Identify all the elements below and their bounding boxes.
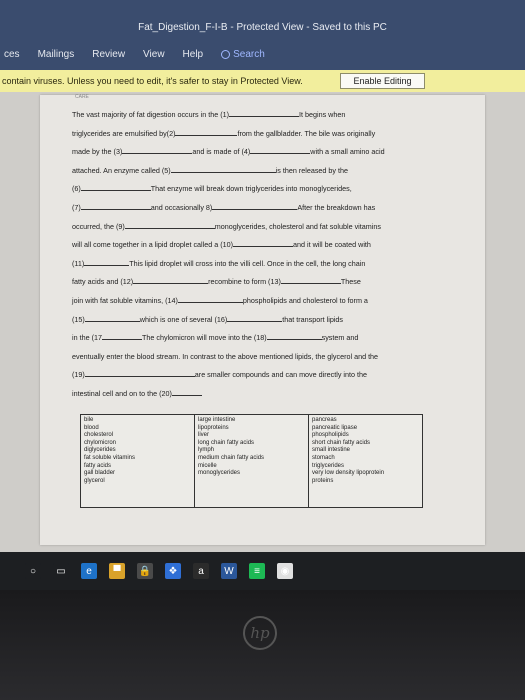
paragraph-line [72, 366, 432, 385]
answer-blank [85, 314, 140, 322]
word-bank-term: fat soluble vitamins [84, 454, 136, 461]
answer-blank [175, 128, 237, 136]
word-bank-term: bile [84, 417, 94, 423]
paragraph-text: and it will be coated with [293, 240, 371, 250]
paragraph-line [72, 236, 432, 255]
word-bank-column [309, 415, 422, 507]
word-bank-term: chylomicron [84, 439, 117, 446]
answer-blank [122, 146, 192, 154]
paragraph-text: (15) [72, 314, 85, 324]
paragraph-text: system and [321, 333, 359, 343]
paragraph-text: (11) [72, 258, 85, 268]
window-titlebar [0, 0, 525, 38]
paragraph-text: from the gallbladder. The bile was originally [237, 128, 376, 138]
paragraph-text: The chylomicron will move into the (18) [141, 333, 267, 343]
word-bank-term: small intestine [312, 447, 351, 454]
word-bank-term: triglycerides [312, 462, 345, 469]
word-bank-term: monoglycerides [198, 470, 241, 477]
tab-help[interactable]: Help [182, 48, 204, 60]
paragraph-text: These [340, 277, 361, 287]
word-bank-term: lipoproteins [198, 424, 229, 431]
paragraph-text: (6) [72, 184, 81, 194]
paragraph-text: made by the (3) [72, 147, 123, 157]
search-label: Search [233, 48, 265, 60]
paragraph-text: and is made of (4) [192, 147, 251, 157]
answer-blank [133, 276, 208, 284]
word-bank-term: large intestine [198, 417, 236, 423]
paragraph-line [72, 292, 432, 311]
answer-blank [178, 295, 243, 303]
paragraph-text: intestinal cell and on to the (20) [72, 388, 172, 398]
answer-blank [125, 221, 215, 229]
word-bank-term: lymph [198, 447, 215, 454]
paragraph-text: (19) [72, 370, 85, 380]
cortana-icon[interactable]: ○ [25, 563, 41, 579]
ribbon-tabs [0, 38, 525, 70]
paragraph-line [72, 180, 432, 199]
paragraph-text: is then released by the [275, 165, 349, 175]
answer-blank [81, 202, 151, 210]
word-bank-term: cholesterol [84, 432, 114, 439]
paragraph-text: The vast majority of fat digestion occurs in the (1) [72, 110, 229, 119]
paragraph-text: (7) [72, 202, 81, 212]
paragraph-text: It begins when [299, 110, 346, 119]
paragraph-text: and occasionally 8) [150, 202, 213, 212]
taskbar [0, 552, 525, 590]
paragraph-text: After the breakdown has [297, 202, 376, 212]
torn-header-text: CARE [75, 94, 89, 100]
answer-blank [233, 239, 293, 247]
word-bank-table [80, 414, 423, 508]
word-bank-term: very low density lipoprotein [312, 470, 385, 477]
chrome-icon[interactable]: ◉ [277, 563, 293, 579]
ribbon-search[interactable] [221, 49, 265, 60]
protected-view-message: contain viruses. Unless you need to edit, it's safer to stay in Protected View. [2, 76, 303, 86]
store-icon[interactable]: 🔒 [137, 563, 153, 579]
word-bank-term: pancreatic lipase [312, 424, 358, 431]
answer-blank [84, 258, 129, 266]
edge-icon[interactable]: e [81, 563, 97, 579]
answer-blank [212, 202, 297, 210]
paragraph-line [72, 348, 432, 367]
answer-blank [229, 109, 299, 117]
word-bank-term: long chain fatty acids [198, 439, 255, 446]
paragraph-text: join with fat soluble vitamins, (14) [72, 295, 178, 305]
word-bank-term: liver [198, 432, 210, 439]
paragraph-text: This lipid droplet will cross into the villi cell. Once in the cell, the long chain [129, 258, 366, 268]
paragraph-line [72, 162, 432, 181]
enable-editing-button[interactable]: Enable Editing [340, 73, 425, 89]
paragraph-text: phospholipids and cholesterol to form a [242, 295, 368, 305]
word-bank-term: pancreas [312, 417, 337, 423]
answer-blank [81, 183, 151, 191]
answer-blank [85, 369, 195, 377]
answer-blank [102, 332, 142, 340]
amazon-icon[interactable]: a [193, 563, 209, 579]
word-bank-term: phospholipids [312, 432, 349, 439]
paragraph-text: are smaller compounds and can move directly into the [194, 370, 367, 380]
word-bank-term: proteins [312, 477, 334, 484]
tab-view[interactable]: View [143, 48, 165, 60]
answer-blank [171, 165, 276, 173]
protected-view-bar [0, 70, 525, 92]
word-bank-term: glycerol [84, 477, 105, 484]
word-bank-column [195, 415, 309, 507]
paragraph-line [72, 199, 432, 218]
word-icon[interactable]: W [221, 563, 237, 579]
fill-in-blank-paragraph [72, 106, 432, 404]
paragraph-line [72, 329, 432, 348]
paragraph-line [72, 125, 432, 144]
answer-blank [267, 332, 322, 340]
word-bank-term: micelle [198, 462, 217, 469]
paragraph-line [72, 218, 432, 237]
paragraph-line [72, 143, 432, 162]
file-explorer-icon[interactable]: ▀ [109, 563, 125, 579]
paragraph-text: fatty acids and (12) [72, 277, 134, 287]
spotify-icon[interactable]: ≡ [249, 563, 265, 579]
lightbulb-search-icon [221, 50, 230, 59]
paragraph-text: occurred, the (9) [72, 221, 125, 231]
paragraph-text: which is one of several (16) [139, 314, 228, 324]
paragraph-text: monoglycerides, cholesterol and fat soluble vitamins [214, 221, 381, 231]
paragraph-line [72, 311, 432, 330]
dropbox-icon[interactable]: ❖ [165, 563, 181, 579]
tab-references-partial[interactable]: ces [4, 48, 20, 60]
paragraph-text: That enzyme will break down triglycerides into monoglycerides, [150, 184, 352, 194]
paragraph-text: eventually enter the blood stream. In contrast to the above mentioned lipids, the glycerol and the [72, 351, 379, 361]
paragraph-text: in the (17 [72, 333, 102, 343]
paragraph-line [72, 255, 432, 274]
paragraph-text: with a small amino acid [310, 147, 385, 157]
word-bank-term: blood [84, 424, 99, 431]
paragraph-text: will all come together in a lipid droplet called a (10) [72, 240, 234, 250]
word-bank-term: short chain fatty acids [312, 439, 371, 446]
word-bank-term: stomach [312, 454, 335, 461]
tab-mailings[interactable]: Mailings [37, 48, 75, 60]
task-view-icon[interactable]: ▭ [53, 563, 69, 579]
paragraph-text: attached. An enzyme called (5) [72, 165, 171, 175]
paragraph-text: recombine to form (13) [208, 277, 281, 287]
word-bank-term: diglycerides [84, 447, 116, 454]
answer-blank [281, 276, 341, 284]
word-bank-term: gall bladder [84, 470, 116, 477]
paragraph-text: triglycerides are emulsified by(2) [72, 128, 176, 138]
paragraph-line [72, 273, 432, 292]
tab-review[interactable]: Review [92, 48, 126, 60]
paragraph-line [72, 106, 432, 125]
answer-blank [227, 314, 282, 322]
answer-blank [172, 388, 202, 396]
window-title: Fat_Digestion_F-I-B - Protected View - Saved to this PC [138, 22, 387, 33]
answer-blank [250, 146, 310, 154]
paragraph-text: that transport lipids [282, 314, 344, 324]
word-bank-column [81, 415, 195, 507]
paragraph-line [72, 385, 432, 404]
word-bank-term: medium chain fatty acids [198, 454, 265, 461]
word-bank-term: fatty acids [84, 462, 112, 469]
hp-logo: hp [243, 616, 277, 650]
